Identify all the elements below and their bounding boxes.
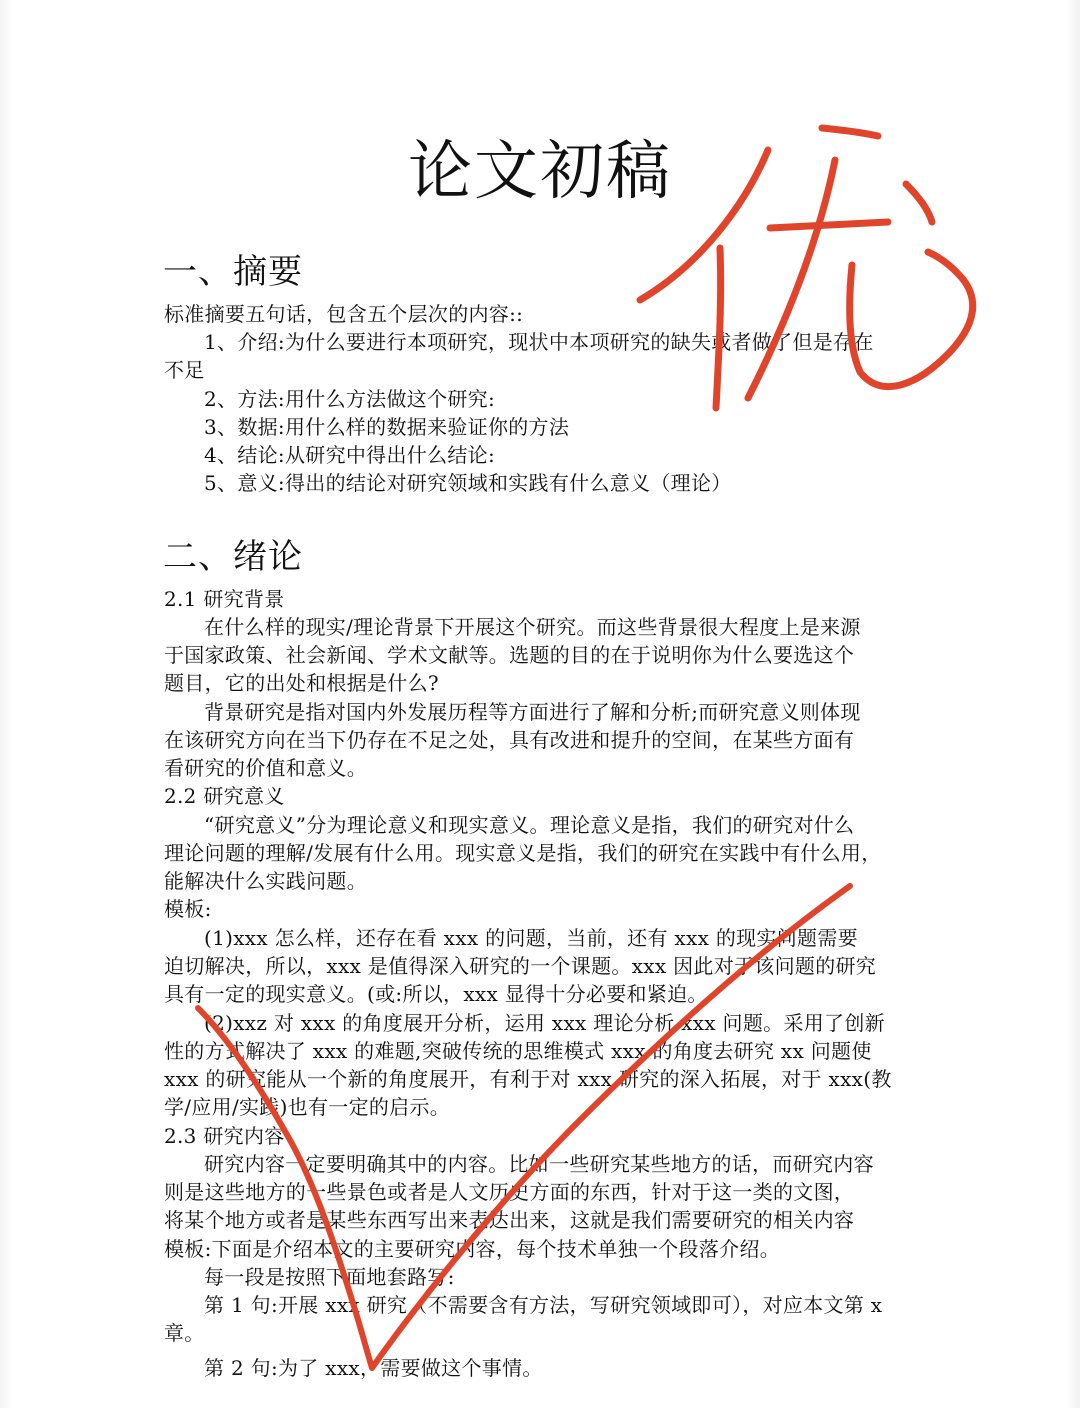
paragraph-line: 学/应用/实践)也有一定的启示。 xyxy=(164,1095,451,1119)
paragraph-line: 在什么样的现实/理论背景下开展这个研究。而这些背景很大程度上是来源 xyxy=(204,615,861,639)
abstract-item-4: 4、结论:从研究中得出什么结论: xyxy=(204,443,496,467)
section-heading-abstract: 一、摘要 xyxy=(163,252,303,292)
document-title: 论文初稿 xyxy=(408,135,672,209)
paragraph-line: 将某个地方或者是某些东西写出来表达出来，这就是我们需要研究的相关内容 xyxy=(164,1208,855,1232)
paragraph-line: 研究内容一定要明确其中的内容。比如一些研究某些地方的话，而研究内容 xyxy=(204,1152,874,1176)
subsection-2-1: 2.1 研究背景 xyxy=(164,587,285,611)
paragraph-line: 看研究的价值和意义。 xyxy=(164,756,367,780)
paragraph-line: 在该研究方向在当下仍存在不足之处，具有改进和提升的空间，在某些方面有 xyxy=(164,728,855,752)
abstract-item-2: 2、方法:用什么方法做这个研究: xyxy=(204,387,496,411)
paragraph-line: 第 1 句:开展 xxx 研究（不需要含有方法，写研究领域即可），对应本文第 x xyxy=(204,1293,883,1317)
paragraph-line: 则是这些地方的一些景色或者是人文历史方面的东西，针对于这一类的文图， xyxy=(164,1180,855,1204)
paragraph-line: 题目，它的出处和根据是什么? xyxy=(164,671,439,695)
abstract-item-3: 3、数据:用什么样的数据来验证你的方法 xyxy=(204,415,570,439)
paragraph-line: 能解决什么实践问题。 xyxy=(164,869,367,893)
abstract-item-1-line-2: 不足 xyxy=(164,358,205,382)
paragraph-line: 性的方式解决了 xxx 的难题,突破传统的思维模式 xxx 的角度去研究 xx 问题使 xyxy=(164,1039,872,1063)
paragraph-line: 理论问题的理解/发展有什么用。现实意义是指，我们的研究在实践中有什么用， xyxy=(164,841,882,865)
paragraph-line: 第 2 句:为了 xxx，需要做这个事情。 xyxy=(204,1356,543,1380)
paragraph-line: 迫切解决，所以，xxx 是值得深入研究的一个课题。xxx 因此对于该问题的研究 xyxy=(164,954,877,978)
section-heading-introduction: 二、绪论 xyxy=(163,537,303,577)
paragraph-line: 模板:下面是介绍本文的主要研究内容，每个技术单独一个段落介绍。 xyxy=(164,1237,781,1261)
abstract-item-1-line-1: 1、介绍:为什么要进行本项研究，现状中本项研究的缺失或者做了但是存在 xyxy=(204,330,874,354)
subsection-2-2: 2.2 研究意义 xyxy=(164,784,285,808)
abstract-intro: 标准摘要五句话，包含五个层次的内容:: xyxy=(164,302,524,326)
paragraph-line: 章。 xyxy=(164,1321,205,1345)
paragraph-line: 每一段是按照下面地套路写: xyxy=(204,1265,455,1289)
abstract-item-5: 5、意义:得出的结论对研究领域和实践有什么意义（理论） xyxy=(204,471,732,495)
paragraph-line: 背景研究是指对国内外发展历程等方面进行了解和分析;而研究意义则体现 xyxy=(204,700,861,724)
subsection-2-3: 2.3 研究内容 xyxy=(164,1124,285,1148)
paragraph-line: xxx 的研究能从一个新的角度展开，有利于对 xxx 研究的深入拓展，对于 xxx(教 xyxy=(164,1067,892,1091)
paragraph-line: (2)xxz 对 xxx 的角度展开分析，运用 xxx 理论分析 xxx 问题。采用了创新 xyxy=(204,1011,885,1035)
paragraph-line: 于国家政策、社会新闻、学术文献等。选题的目的在于说明你为什么要选这个 xyxy=(164,643,855,667)
paragraph-line: “研究意义”分为理论意义和现实意义。理论意义是指，我们的研究对什么 xyxy=(204,813,855,837)
template-label: 模板: xyxy=(164,897,212,921)
paragraph-line: (1)xxx 怎么样，还存在看 xxx 的问题，当前，还有 xxx 的现实问题需要 xyxy=(204,926,858,950)
paragraph-line: 具有一定的现实意义。(或:所以，xxx 显得十分必要和紧迫。 xyxy=(164,982,708,1006)
